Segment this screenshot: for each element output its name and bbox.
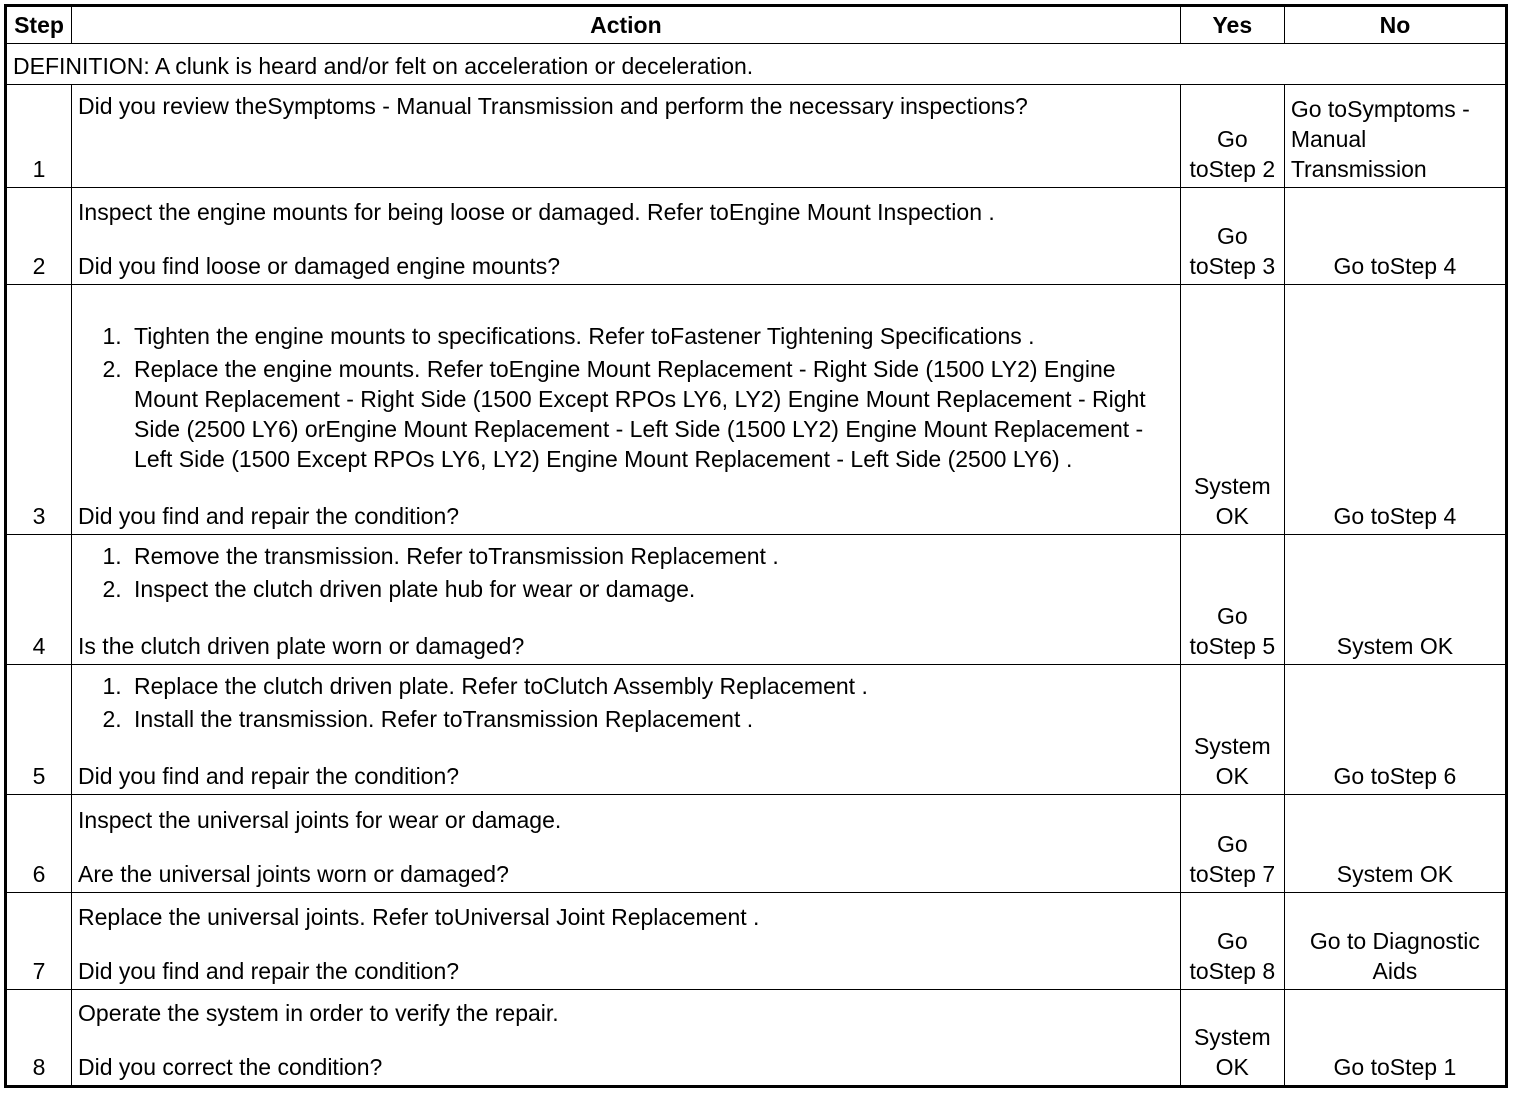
step-number: 1	[6, 85, 72, 188]
header-no: No	[1284, 6, 1506, 44]
list-item: 2. Inspect the clutch driven plate hub for wear or damage.	[128, 574, 1174, 604]
table-row	[6, 795, 1507, 893]
action-text: Operate the system in order to verify the repair.	[78, 1000, 559, 1026]
yes-cell: System OK	[1180, 990, 1284, 1087]
action-question: Did you find loose or damaged engine mounts?	[78, 253, 561, 279]
header-action: Action	[72, 6, 1181, 44]
action-cell	[72, 535, 1181, 665]
yes-cell: Go toStep 5	[1180, 535, 1284, 665]
table-row	[6, 990, 1507, 1087]
action-text: Did you review theSymptoms - Manual Transmission and perform the necessary inspections?	[78, 93, 1028, 119]
no-cell: System OK	[1284, 535, 1506, 665]
header-yes: Yes	[1180, 6, 1284, 44]
step-number: 5	[6, 665, 72, 795]
action-text: Replace the universal joints. Refer toUniversal Joint Replacement .	[78, 904, 760, 930]
action-cell	[72, 893, 1181, 990]
table-row	[6, 893, 1507, 990]
yes-cell: Go toStep 3	[1180, 188, 1284, 285]
table-row	[6, 188, 1507, 285]
step-number: 6	[6, 795, 72, 893]
action-cell	[72, 285, 1181, 535]
definition-text: DEFINITION: A clunk is heard and/or felt on acceleration or deceleration.	[6, 44, 1507, 85]
action-text: Inspect the engine mounts for being loose or damaged. Refer toEngine Mount Inspection .	[78, 199, 995, 225]
no-cell: Go toStep 4	[1284, 285, 1506, 535]
no-cell: Go toStep 6	[1284, 665, 1506, 795]
step-number: 7	[6, 893, 72, 990]
action-cell	[72, 188, 1181, 285]
diagnostic-table	[4, 4, 1508, 1088]
yes-cell: System OK	[1180, 285, 1284, 535]
header-row	[6, 6, 1507, 44]
action-list	[78, 541, 1174, 607]
table-row	[6, 535, 1507, 665]
action-cell	[72, 85, 1181, 188]
action-list	[78, 321, 1174, 477]
step-number: 4	[6, 535, 72, 665]
action-question: Are the universal joints worn or damaged?	[78, 861, 509, 887]
no-cell: Go toStep 4	[1284, 188, 1506, 285]
step-number: 3	[6, 285, 72, 535]
list-item: 2. Install the transmission. Refer toTransmission Replacement .	[128, 704, 1174, 734]
definition-row	[6, 44, 1507, 85]
step-number: 2	[6, 188, 72, 285]
action-cell	[72, 665, 1181, 795]
no-cell: System OK	[1284, 795, 1506, 893]
action-question: Did you find and repair the condition?	[78, 763, 460, 789]
yes-cell: System OK	[1180, 665, 1284, 795]
action-text: Inspect the universal joints for wear or damage.	[78, 807, 562, 833]
yes-cell: Go toStep 2	[1180, 85, 1284, 188]
action-question: Is the clutch driven plate worn or damaged?	[78, 633, 525, 659]
action-list	[78, 671, 1174, 737]
list-item: 1. Remove the transmission. Refer toTransmission Replacement .	[128, 541, 1174, 571]
header-step: Step	[6, 6, 72, 44]
list-item: 2. Replace the engine mounts. Refer toEngine Mount Replacement - Right Side (1500 LY2) Engine Mount Replacement - Right Side (1500 Except RPOs LY6, LY2) Engine Mount Replacement - Right Side (2500 LY6) orEngine Mount Replacement - Left Side (1500 LY2) Engine Mount Replacement - Left Side (1500 Except RPOs LY6, LY2) Engine Mount Replacement - Left Side (2500 LY6) .	[128, 354, 1174, 474]
table-row	[6, 85, 1507, 188]
yes-cell: Go toStep 7	[1180, 795, 1284, 893]
no-cell: Go toStep 1	[1284, 990, 1506, 1087]
action-cell	[72, 990, 1181, 1087]
no-cell: Go toSymptoms - Manual Transmission	[1284, 85, 1506, 188]
no-cell: Go to Diagnostic Aids	[1284, 893, 1506, 990]
table-row	[6, 665, 1507, 795]
step-number: 8	[6, 990, 72, 1087]
action-question: Did you find and repair the condition?	[78, 958, 460, 984]
action-question: Did you find and repair the condition?	[78, 503, 460, 529]
yes-cell: Go toStep 8	[1180, 893, 1284, 990]
list-item: 1. Replace the clutch driven plate. Refer toClutch Assembly Replacement .	[128, 671, 1174, 701]
table-row	[6, 285, 1507, 535]
list-item: 1. Tighten the engine mounts to specifications. Refer toFastener Tightening Specifications .	[128, 321, 1174, 351]
action-cell	[72, 795, 1181, 893]
action-question: Did you correct the condition?	[78, 1054, 383, 1080]
